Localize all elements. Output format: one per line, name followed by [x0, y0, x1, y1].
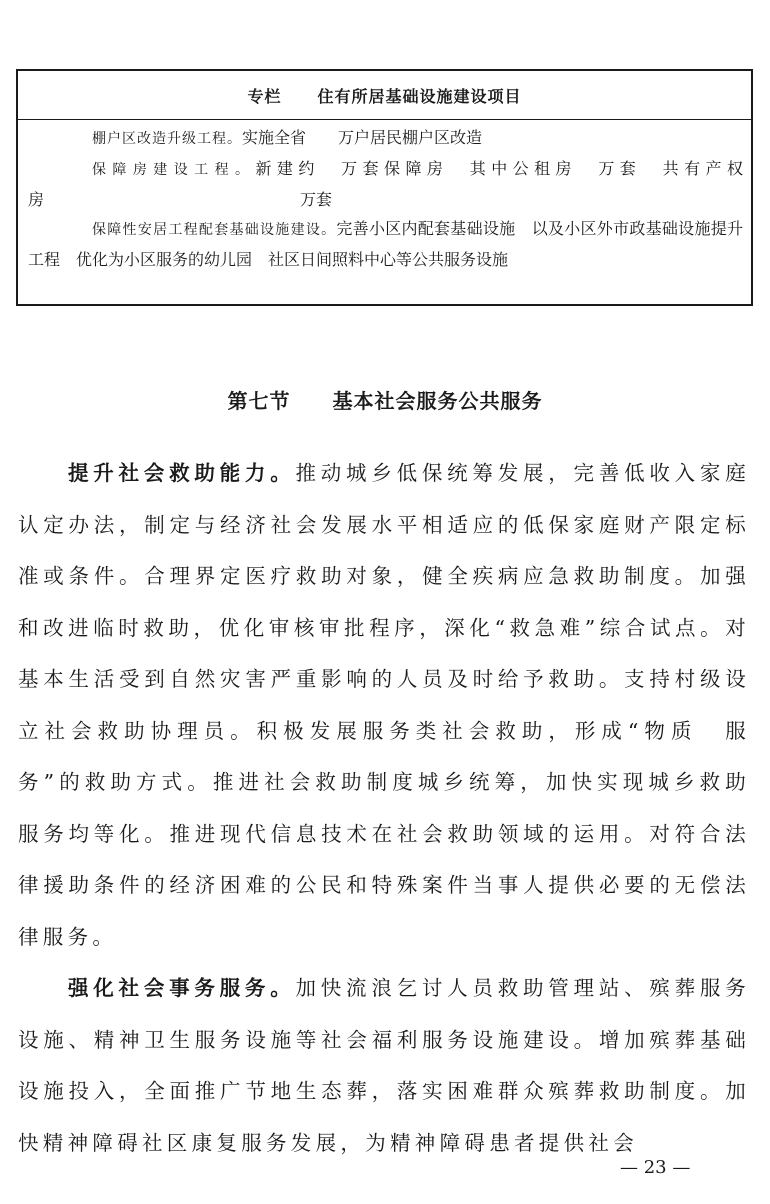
section-title: 基本社会服务公共服务 [332, 389, 543, 413]
column-title: 住有所居基础设施建设项目 [317, 86, 522, 106]
paragraph-social-assistance: 提升社会救助能力。推动城乡低保统筹发展，完善低收入家庭认定办法，制定与经济社会发展水平相适应的低保家庭财产限定标准或条件。合理界定医疗救助对象，健全疾病应急救助制度。加强和改进临时救助，优化审核审批程序，深化“救急难”综合试点。对基本生活受到自然灾害严重影响的人员及时给予救助。支持村级设立社会救助协理员。积极发展服务类社会救助，形成“物质 服务”的救助方式。推进社会救助制度城乡统筹，加快实现城乡救助服务均等化。推进现代信息技术在社会救助领域的运用。对符合法律援助条件的经济困难的公民和特殊案件当事人提供必要的无偿法律服务。 [18, 461, 751, 949]
paragraph-social-affairs: 强化社会事务服务。加快流浪乞讨人员救助管理站、殡葬服务设施、精神卫生服务设施等社会福利服务设施建设。增加殡葬基础设施投入，全面推广节地生态葬，落实困难群众殡葬救助制度。加快精神障碍社区康复服务发展，为精神障碍患者提供社会 [18, 976, 751, 1155]
body-text [18, 448, 750, 1169]
column-item-infrastructure: 保障性安居工程配套基础设施建设。完善小区内配套基础设施 以及小区外市政基础设施提升工程 优化为小区服务的幼儿园 社区日间照料中心等公共服务设施 [28, 219, 743, 269]
section-number: 第七节 [227, 389, 291, 413]
column-header [18, 71, 751, 120]
column-item-shantytown: 棚户区改造升级工程。实施全省 万户居民棚户区改造 [92, 128, 483, 147]
page-number: — 23 — [620, 1157, 691, 1178]
paragraph-lead: 强化社会事务服务。 [68, 976, 296, 1000]
column-item-housing: 保障房建设工程。新建约 万套保障房 其中公租房 万套 共有产权房 万套 [28, 159, 743, 209]
project-column-box [16, 69, 753, 306]
column-label: 专栏 [247, 86, 282, 106]
paragraph-lead: 提升社会救助能力。 [68, 461, 296, 485]
section-heading [0, 385, 770, 414]
column-body [18, 120, 751, 274]
